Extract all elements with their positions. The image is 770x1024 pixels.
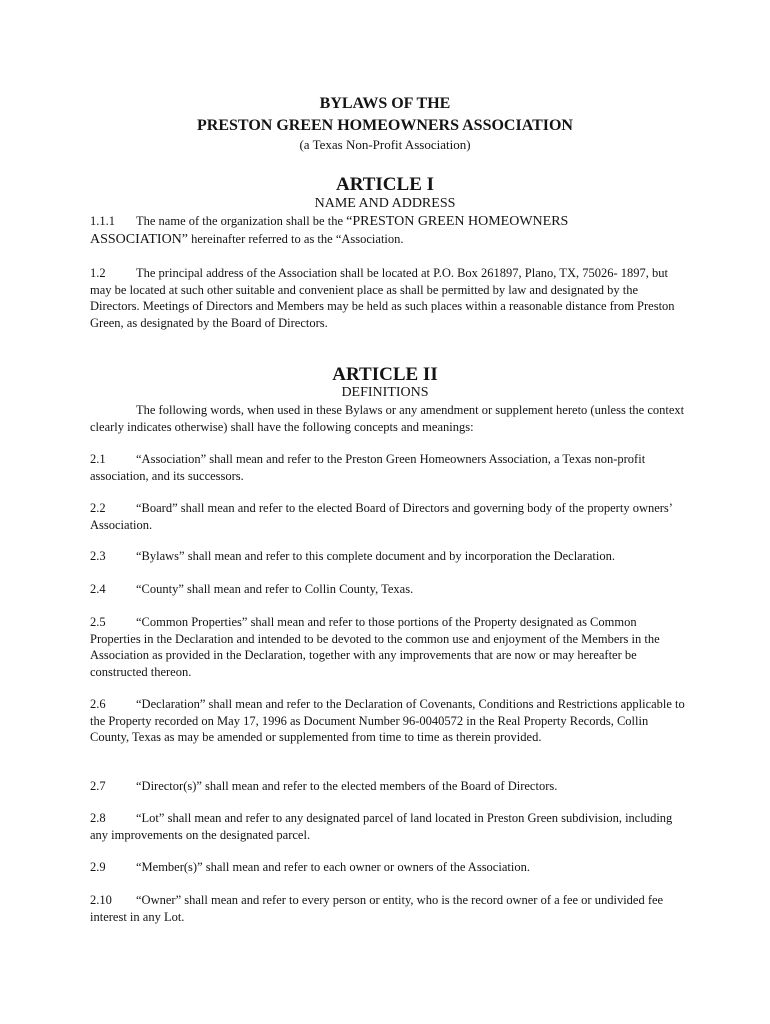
definition-number: 2.2 <box>90 501 106 515</box>
section-number: 1.1.1 <box>90 214 115 228</box>
definitions-intro <box>90 402 690 435</box>
definition-number: 2.10 <box>90 893 112 907</box>
definition-number: 2.7 <box>90 779 106 793</box>
definition-text: “Association” shall mean and refer to the Preston Green Homeowners Association, a Texas non-profit association, and its successors. <box>90 452 646 483</box>
intro-text: The following words, when used in these Bylaws or any amendment or supplement hereto (unless the context clearly indicates otherwise) shall have the following concepts and meanings: <box>90 403 685 434</box>
definition-2-2 <box>90 500 690 533</box>
definition-text: “Owner” shall mean and refer to every person or entity, who is the record owner of a fee or undivided fee interest in any Lot. <box>90 893 664 924</box>
definition-text: “Board” shall mean and refer to the elected Board of Directors and governing body of the property owners’ Association. <box>90 501 673 532</box>
document-title-line-2: PRESTON GREEN HOMEOWNERS ASSOCIATION <box>197 117 573 134</box>
section-number: 1.2 <box>90 266 106 280</box>
section-text-b: hereinafter referred to as the “Association. <box>188 231 404 246</box>
definition-2-3 <box>90 548 690 565</box>
article-2-heading: ARTICLE II <box>332 364 438 385</box>
definition-number: 2.6 <box>90 697 106 711</box>
definition-text: “Common Properties” shall mean and refer to those portions of the Property designated as Common Properties in the Declaration and intended to be devoted to the common use and enjoyment of the Members in the Association as provided in the Declaration, together with any improvements that are now or may hereafter be constructed thereon. <box>90 615 660 679</box>
definition-text: “Declaration” shall mean and refer to the Declaration of Covenants, Conditions and Restrictions applicable to the Property recorded on May 17, 1996 as Document Number 96-0040572 in the Real Property Records, Collin County, Texas as may be amended or supplemented from time to time as therein provided. <box>90 697 685 745</box>
definition-2-8 <box>90 810 690 843</box>
section-text-emphasis-2: ASSOCIATION” <box>90 231 188 247</box>
section-1-2 <box>90 265 690 331</box>
definition-text: “County” shall mean and refer to Collin County, Texas. <box>136 582 414 596</box>
section-1-1-1 <box>90 213 690 248</box>
section-text-a: The name of the organization shall be the <box>136 214 347 228</box>
article-1-subheading: NAME AND ADDRESS <box>314 196 456 211</box>
section-text-rest: 1897, but may be located at such other suitable and convenient place as shall be permitted by law and designated by the Directors. Meetings of Directors and Members may be held as such places within a reasonable distance from Preston Green, as designated by the Board of Directors. <box>90 266 675 330</box>
definition-2-10 <box>90 892 690 925</box>
section-text-line-1: The principal address of the Association shall be located at P.O. Box 261897, Plano, TX, 75026- <box>136 266 618 280</box>
definition-number: 2.3 <box>90 549 106 563</box>
definition-text: “Bylaws” shall mean and refer to this complete document and by incorporation the Declaration. <box>136 549 616 563</box>
article-2-subheading: DEFINITIONS <box>341 385 429 400</box>
definition-2-4 <box>90 581 690 598</box>
definition-text: “Member(s)” shall mean and refer to each owner or owners of the Association. <box>136 860 530 874</box>
definition-2-9 <box>90 859 690 876</box>
definition-number: 2.1 <box>90 452 106 466</box>
definition-number: 2.5 <box>90 615 106 629</box>
definition-text: “Lot” shall mean and refer to any designated parcel of land located in Preston Green subdivision, including any improvements on the designated parcel. <box>90 811 673 842</box>
definition-number: 2.9 <box>90 860 106 874</box>
definition-2-7 <box>90 778 690 795</box>
definition-2-6 <box>90 696 690 746</box>
document-subtitle: (a Texas Non-Profit Association) <box>299 137 471 152</box>
definition-2-5 <box>90 614 690 680</box>
document-title-line-1: BYLAWS OF THE <box>319 95 451 112</box>
section-text-emphasis: “PRESTON GREEN HOMEOWNERS <box>346 214 569 229</box>
article-1-heading: ARTICLE I <box>335 174 435 195</box>
definition-number: 2.4 <box>90 582 106 596</box>
definition-number: 2.8 <box>90 811 106 825</box>
definition-text: “Director(s)” shall mean and refer to the elected members of the Board of Directors. <box>136 779 558 793</box>
definition-2-1 <box>90 451 690 484</box>
